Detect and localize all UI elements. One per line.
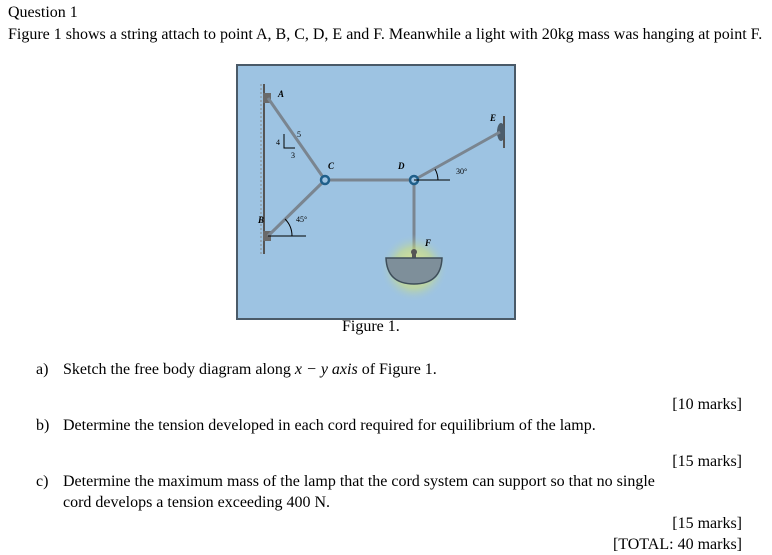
part-a-marks: [10 marks]	[672, 396, 742, 413]
label-e: E	[490, 113, 497, 123]
label-d: D	[398, 161, 405, 171]
part-b-text: Determine the tension developed in each cord required for equilibrium of the lamp.	[63, 417, 596, 434]
label-f: F	[425, 238, 432, 248]
angle-arc-b	[285, 219, 292, 236]
slope-label-5: 5	[297, 130, 301, 139]
part-c-letter: c)	[36, 473, 49, 490]
part-c-text-line1: Determine the maximum mass of the lamp that the cord system can support so that no single	[63, 473, 655, 490]
question-title: Question 1	[8, 4, 78, 21]
slope-label-4: 4	[276, 138, 280, 147]
part-b-letter: b)	[36, 417, 50, 434]
total-marks: [TOTAL: 40 marks]	[612, 536, 742, 553]
slope-label-3: 3	[291, 151, 295, 160]
part-c-marks: [15 marks]	[672, 515, 742, 532]
label-b: B	[258, 215, 265, 225]
question-intro: Figure 1 shows a string attach to point A, B, C, D, E and F. Meanwhile a light with 20kg mass was hanging at point F.	[8, 26, 763, 43]
figure-1-diagram	[238, 66, 514, 318]
figure-caption: Figure 1.	[342, 318, 400, 335]
part-b-marks: [15 marks]	[672, 453, 742, 470]
angle-label-d: 30°	[456, 167, 468, 176]
label-c: C	[328, 161, 335, 171]
figure-1	[236, 64, 516, 320]
part-a-letter: a)	[36, 361, 49, 378]
ring-c	[321, 176, 329, 184]
angle-label-b: 45°	[296, 215, 308, 224]
part-a-text: Sketch the free body diagram along x − y axis of Figure 1.	[63, 361, 437, 378]
part-a-math: x − y axis	[294, 361, 358, 378]
label-a: A	[278, 89, 285, 99]
angle-arc-d	[435, 169, 438, 180]
cord-bc	[268, 180, 325, 236]
part-c-text-line2: cord develops a tension exceeding 400 N.	[63, 494, 331, 511]
